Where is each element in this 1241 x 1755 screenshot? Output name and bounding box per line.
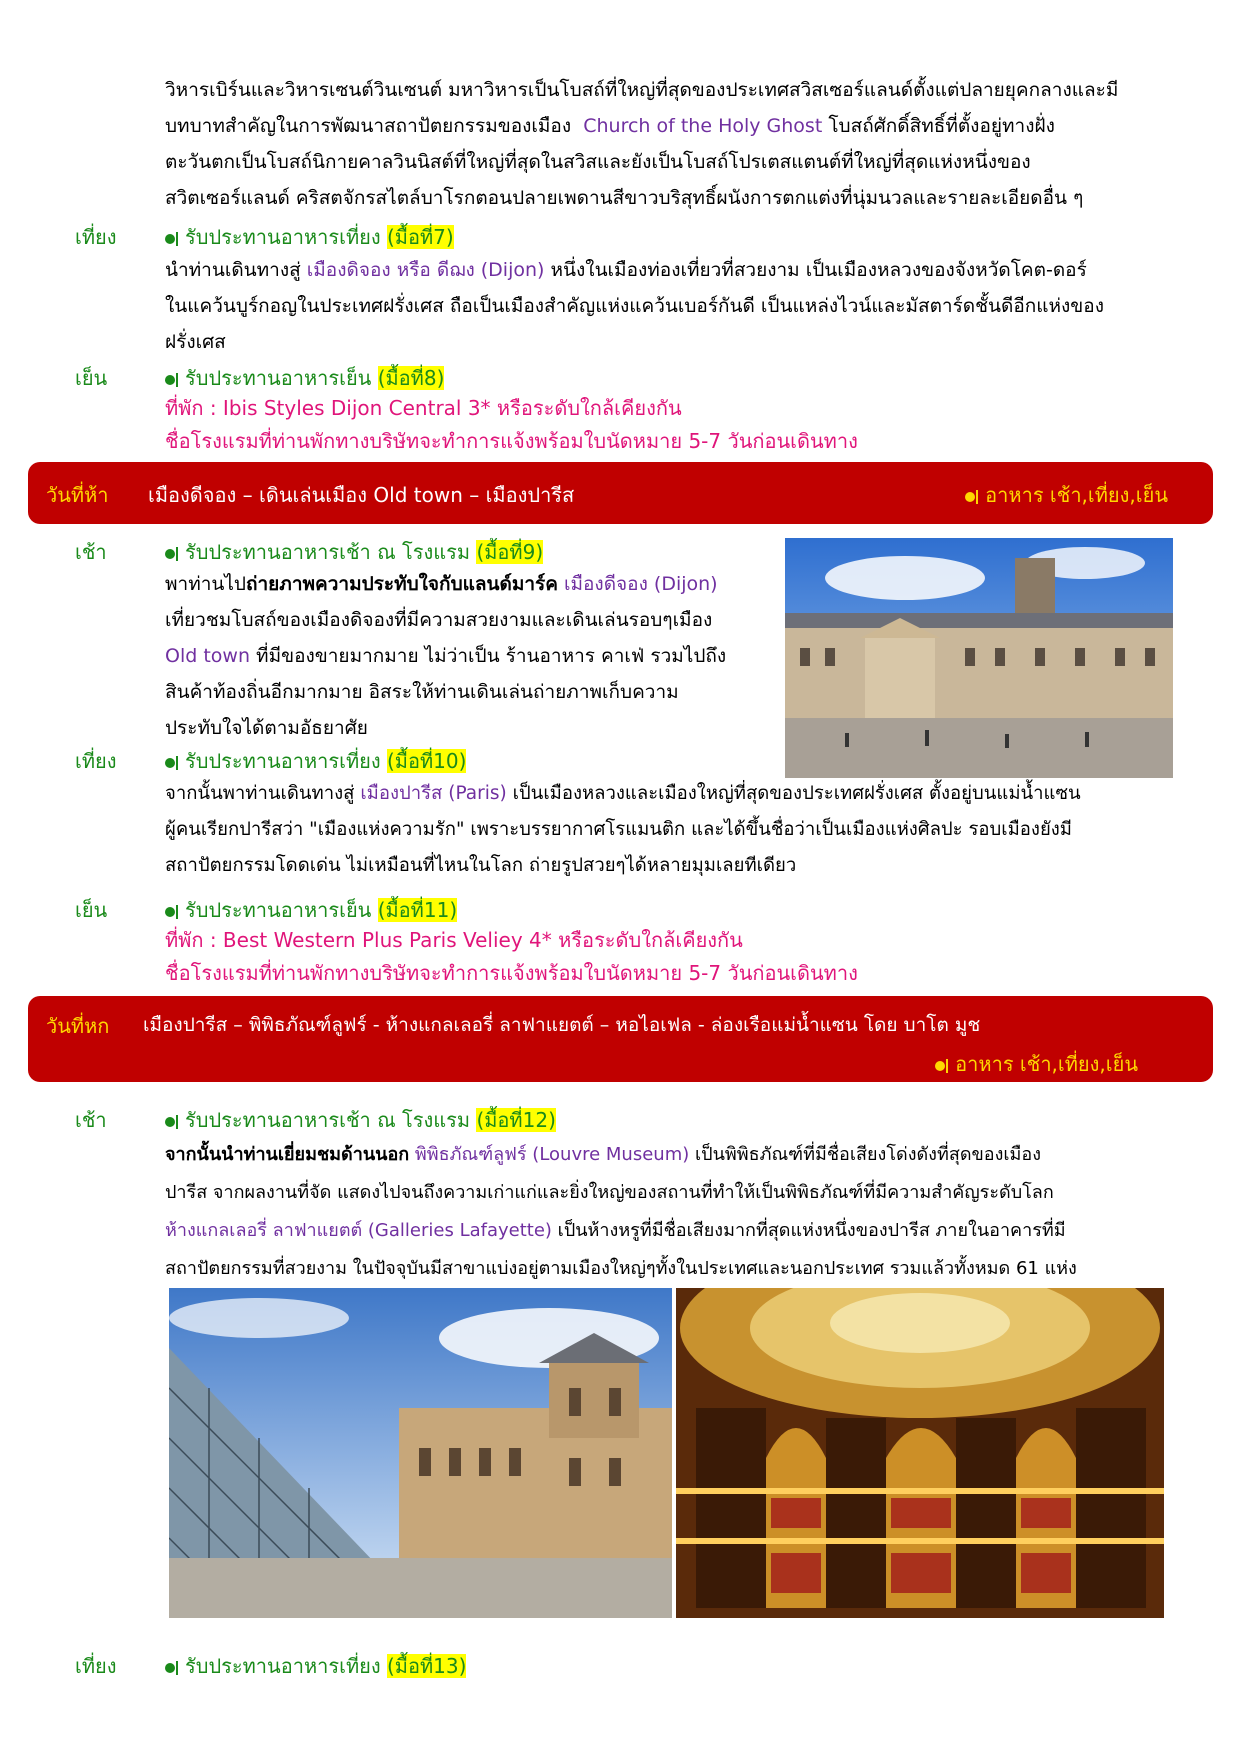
para-line: จากนั้นพาท่านเดินทางสู่ เมืองปารีส (Paris) เป็นเมืองหลวงและเมืองใหญ่ที่สุดของประเทศฝรั่งเศส ตั้งอยู่บนแม่น้ำแซน — [165, 783, 1081, 804]
para-line: บทบาทสำคัญในการพัฒนาสถาปัตยกรรมของเมือง Church of the Holy Ghost โบสถ์ศักดิ์สิทธิ์ที่ตั้งอยู่ทางฝั่ง — [165, 115, 1055, 137]
dish-icon — [165, 907, 179, 917]
hotel-line: ที่พัก : Ibis Styles Dijon Central 3* หรือระดับใกล้เคียงกัน — [165, 396, 682, 420]
para-line: Old town ที่มีของขายมากมาย ไม่ว่าเป็น ร้านอาหาร คาเฟ่ รวมไปถึง — [165, 645, 727, 667]
meal-number: (มื้อที่7) — [386, 225, 454, 249]
dish-icon — [165, 375, 179, 385]
para-line: สินค้าท้องถิ่นอีกมากมาย อิสระให้ท่านเดินเล่นถ่ายภาพเก็บความ — [165, 681, 679, 703]
hotel-note: ชื่อโรงแรมที่ท่านพักทางบริษัทจะทำการแจ้งพร้อมใบนัดหมาย 5-7 วันก่อนเดินทาง — [165, 429, 858, 453]
para-line: ฝรั่งเศส — [165, 331, 226, 353]
dish-icon — [165, 549, 179, 559]
hotel-note: ชื่อโรงแรมที่ท่านพักทางบริษัทจะทำการแจ้งพร้อมใบนัดหมาย 5-7 วันก่อนเดินทาง — [165, 961, 858, 985]
meal-label-lunch: เที่ยง — [75, 1654, 117, 1678]
dijon-oldtown-paragraph — [165, 566, 775, 746]
day-banner-5 — [28, 462, 1213, 524]
meal-label-breakfast: เช้า — [75, 1108, 107, 1132]
louvre-pyramid-photo — [169, 1288, 672, 1618]
para-line: ประทับใจได้ตามอัธยาศัย — [165, 717, 368, 739]
meal-number: (มื้อที่8) — [377, 366, 445, 390]
meal-number: (มื้อที่11) — [377, 898, 458, 922]
para-line: สวิตเซอร์แลนด์ คริสตจักรสไตล์บาโรกตอนปลายเพดานสีขาวบริสุทธิ์ผนังการตกแต่งที่นุ่มนวลและรายละเอียดอื่น ๆ — [165, 187, 1084, 209]
dish-icon — [165, 758, 179, 768]
para-line: นำท่านเดินทางสู่ เมืองดิจอง หรือ ดีฌง (Dijon) หนึ่งในเมืองท่องเที่ยวที่สวยงาม เป็นเมืองหลวงของจังหวัดโคต-ดอร์ — [165, 259, 1087, 281]
dish-icon — [165, 1663, 179, 1673]
meal-line-dinner: รับประทานอาหารเย็น (มื้อที่8) — [165, 362, 444, 394]
paris-paragraph — [165, 776, 1180, 884]
meal-line-dinner: รับประทานอาหารเย็น (มื้อที่11) — [165, 894, 457, 926]
dijon-palace-photo — [785, 538, 1173, 778]
para-line: เที่ยวชมโบสถ์ของเมืองดิจองที่มีความสวยงามและเดินเล่นรอบๆเมือง — [165, 609, 713, 631]
day-meals: อาหาร เช้า,เที่ยง,เย็น — [935, 1048, 1138, 1080]
dish-icon — [935, 1061, 949, 1071]
para-line: พาท่านไปถ่ายภาพความประทับใจกับแลนด์มาร์ค เมืองดีจอง (Dijon) — [165, 573, 718, 595]
para-line: ตะวันตกเป็นโบสถ์นิกายคาลวินนิสต์ที่ใหญ่ที่สุดในสวิสและยังเป็นโบสถ์โปรเตสแตนต์ที่ใหญ่ที่สุดแห่งหนึ่งของ — [165, 151, 1031, 173]
meal-label-lunch: เที่ยง — [75, 749, 117, 773]
church-holy-ghost-link: Church of the Holy Ghost — [583, 115, 823, 137]
para-line: จากนั้นนำท่านเยี่ยมชมด้านนอก พิพิธภัณฑ์ลูฟร์ (Louvre Museum) เป็นพิพิธภัณฑ์ที่มีชื่อเสียงโด่งดังที่สุดของเมือง — [165, 1144, 1042, 1165]
day-title: เมืองปารีส – พิพิธภัณฑ์ลูฟร์ - ห้างแกลเลอรี่ ลาฟาแยตต์ – หอไอเฟล - ล่องเรือแม่น้ำแซน โดย บาโต มูช — [143, 1014, 981, 1036]
day-meals: อาหาร เช้า,เที่ยง,เย็น — [965, 479, 1168, 511]
louvre-lafayette-paragraph — [165, 1136, 1180, 1288]
meal-number: (มื้อที่9) — [476, 540, 544, 564]
dish-icon — [165, 1117, 179, 1127]
dish-icon — [165, 234, 179, 244]
meal-line-lunch: รับประทานอาหารเที่ยง (มื้อที่10) — [165, 745, 466, 777]
meal-label-dinner: เย็น — [75, 898, 108, 922]
para-line: สถาปัตยกรรมโดดเด่น ไม่เหมือนที่ไหนในโลก ถ่ายรูปสวยๆได้หลายมุมเลยทีเดียว — [165, 855, 797, 876]
day-label: วันที่หก — [46, 1014, 110, 1038]
meal-line-lunch: รับประทานอาหารเที่ยง (มื้อที่7) — [165, 221, 454, 253]
day-title: เมืองดีจอง – เดินเล่นเมือง Old town – เมืองปารีส — [148, 483, 575, 507]
dijon-paragraph — [165, 252, 1175, 360]
meal-number: (มื้อที่13) — [386, 1654, 467, 1678]
church-paragraph — [165, 72, 1175, 216]
meal-line-lunch: รับประทานอาหารเที่ยง (มื้อที่13) — [165, 1650, 466, 1682]
para-line: ห้างแกลเลอรี่ ลาฟาแยตต์ (Galleries Lafayette) เป็นห้างหรูที่มีชื่อเสียงมากที่สุดแห่งหนึ่งของปารีส ภายในอาคารที่มี — [165, 1220, 1066, 1241]
meal-label-dinner: เย็น — [75, 366, 108, 390]
meal-number: (มื้อที่12) — [476, 1108, 556, 1132]
para-line: สถาปัตยกรรมที่สวยงาม ในปัจจุบันมีสาขาแบ่งอยู่ตามเมืองใหญ่ๆทั้งในประเทศและนอกประเทศ รวมแล้วทั้งหมด 61 แห่ง — [165, 1258, 1077, 1279]
para-line: ปารีส จากผลงานที่จัด แสดงไปจนถึงความเก่าแก่และยิ่งใหญ่ของสถานที่ทำให้เป็นพิพิธภัณฑ์ที่มีความสำคัญระดับโลก — [165, 1182, 1054, 1203]
para-line: ผู้คนเรียกปารีสว่า "เมืองแห่งความรัก" เพราะบรรยากาศโรแมนติก และได้ขึ้นชื่อว่าเป็นเมืองแห่งศิลปะ รอบเมืองยังมี — [165, 819, 1073, 840]
meal-label-lunch: เที่ยง — [75, 225, 117, 249]
day-label: วันที่ห้า — [46, 483, 109, 507]
para-line: วิหารเบิร์นและวิหารเซนต์วินเซนต์ มหาวิหารเป็นโบสถ์ที่ใหญ่ที่สุดของประเทศสวิสเซอร์แลนด์ตั้งแต่ปลายยุคกลางและมี — [165, 79, 1119, 101]
dish-icon — [965, 492, 979, 502]
para-line: ในแคว้นบูร์กอญในประเทศฝรั่งเศส ถือเป็นเมืองสำคัญแห่งแคว้นเบอร์กันดี เป็นแหล่งไวน์และมัสตาร์ดชั้นดีอีกแห่งของ — [165, 295, 1104, 317]
meal-label-breakfast: เช้า — [75, 540, 107, 564]
meal-number: (มื้อที่10) — [386, 749, 467, 773]
hotel-line: ที่พัก : Best Western Plus Paris Veliey 4* หรือระดับใกล้เคียงกัน — [165, 928, 743, 952]
galleries-lafayette-photo — [676, 1288, 1164, 1618]
meal-line-breakfast: รับประทานอาหารเช้า ณ โรงแรม (มื้อที่9) — [165, 536, 543, 568]
day-banner-6 — [28, 996, 1213, 1082]
meal-line-breakfast: รับประทานอาหารเช้า ณ โรงแรม (มื้อที่12) — [165, 1104, 556, 1136]
